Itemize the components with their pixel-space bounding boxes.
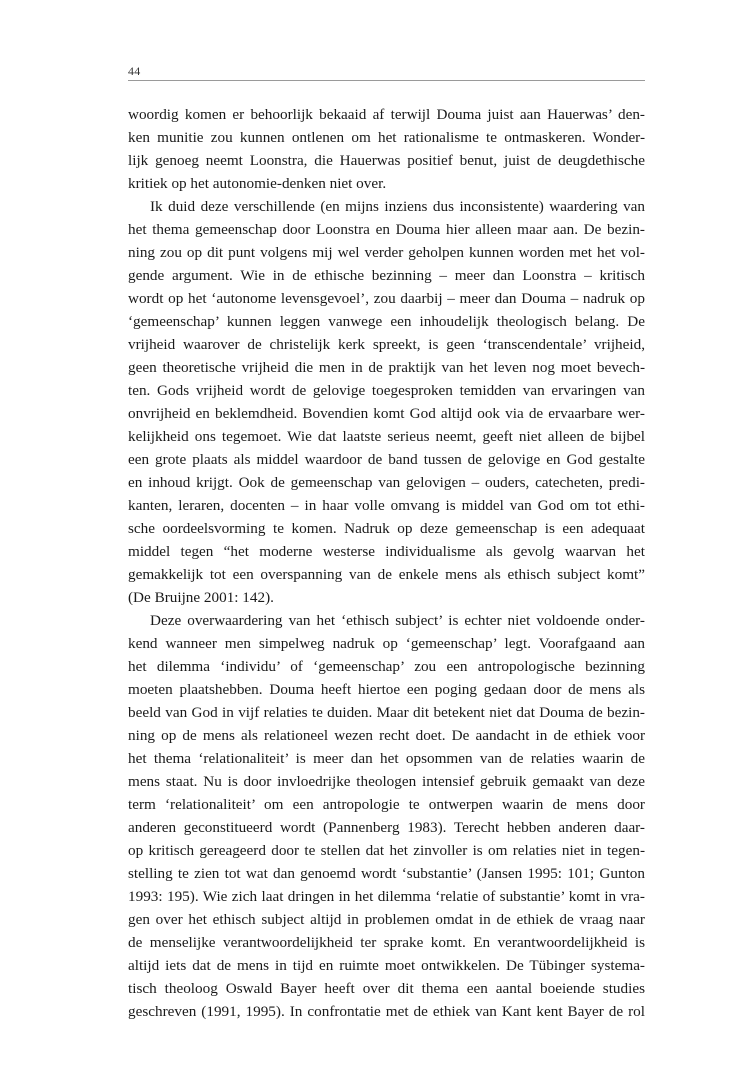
text-line: gende argument. Wie in de ethische bezinning – meer dan Loonstra – kritisch — [128, 267, 645, 284]
header-rule — [128, 80, 645, 81]
text-line: vrijheid waarover de christelijk kerk spreekt, is geen ‘transcendentale’ vrijheid, — [128, 336, 645, 353]
text-line: het dilemma ‘individu’ of ‘gemeenschap’ zou een antropologische bezinning — [128, 658, 645, 675]
text-line: ning zou op dit punt volgens mij wel verder geholpen kunnen worden met het vol- — [128, 244, 645, 261]
text-line: kend wanneer men simpelweg nadruk op ‘gemeenschap’ legt. Voorafgaand aan — [128, 635, 645, 652]
text-line: ken munitie zou kunnen ontlenen om het rationalisme te ontmaskeren. Wonder- — [128, 129, 645, 146]
text-line: ‘gemeenschap’ kunnen leggen vanwege een inhoudelijk theologisch belang. De — [128, 313, 645, 330]
text-line: mens staat. Nu is door invloedrijke theologen intensief gebruik gemaakt van deze — [128, 773, 645, 790]
text-line: Deze overwaardering van het ‘ethisch subject’ is echter niet voldoende onder- — [150, 612, 645, 629]
text-line: sche oordeelsvorming te komen. Nadruk op deze gemeenschap is een adequaat — [128, 520, 645, 537]
text-line: Ik duid deze verschillende (en mijns inziens dus inconsistente) waardering van — [150, 198, 645, 215]
text-line: stelling te zien tot wat dan genoemd wordt ‘substantie’ (Jansen 1995: 101; Gunton — [128, 865, 645, 882]
text-line: woordig komen er behoorlijk bekaaid af terwijl Douma juist aan Hauerwas’ den- — [128, 106, 645, 123]
text-line: wordt op het ‘autonome levensgevoel’, zou daarbij – meer dan Douma – nadruk op — [128, 290, 645, 307]
text-line: een grote plaats als middel waardoor de band tussen de gelovige en God gestalte — [128, 451, 645, 468]
text-line: en inhoud krijgt. Ook de gemeenschap van gelovigen – ouders, catecheten, predi- — [128, 474, 645, 491]
text-line: ten. Gods vrijheid wordt de gelovige toegesproken temidden van ervaringen van — [128, 382, 645, 399]
body-text — [128, 103, 645, 1023]
text-line: lijk genoeg neemt Loonstra, die Hauerwas positief benut, juist de deugdethische — [128, 152, 645, 169]
text-line: moeten plaatshebben. Douma heeft hiertoe een poging gedaan door de mens als — [128, 681, 645, 698]
text-line: op kritisch gereageerd door te stellen dat het zinvoller is om relaties niet in tegen- — [128, 842, 645, 859]
page-number: 44 — [128, 64, 141, 78]
text-line: anderen geconstitueerd wordt (Pannenberg 1983). Terecht hebben anderen daar- — [128, 819, 645, 836]
text-line: kritiek op het autonomie-denken niet over. — [128, 175, 387, 192]
text-line: term ‘relationaliteit’ om een antropologie te ontwerpen waarin de mens door — [128, 796, 645, 813]
text-line: 1993: 195). Wie zich laat dringen in het dilemma ‘relatie of substantie’ komt in vra- — [128, 888, 645, 905]
text-line: geen theoretische vrijheid die men in de praktijk van het leven nog moet bevech- — [128, 359, 645, 376]
text-line: gen over het ethisch subject altijd in problemen omdat in de ethiek de vraag naar — [128, 911, 645, 928]
text-line: gemakkelijk tot een overspanning van de enkele mens als ethisch subject komt” — [128, 566, 645, 583]
text-line: geschreven (1991, 1995). In confrontatie met de ethiek van Kant kent Bayer de rol — [128, 1003, 645, 1020]
text-line: kanten, leraren, docenten – in haar volle omvang is middel van God om tot ethi- — [128, 497, 645, 514]
text-line: het thema gemeenschap door Loonstra en Douma hier alleen maar aan. De bezin- — [128, 221, 645, 238]
text-line: tisch theoloog Oswald Bayer heeft over dit thema een aantal boeiende studies — [128, 980, 645, 997]
text-line: het thema ‘relationaliteit’ is meer dan het opsommen van de relaties waarin de — [128, 750, 645, 767]
text-line: kelijkheid ons tegemoet. Wie dat laatste serieus neemt, geeft niet alleen de bijbel — [128, 428, 645, 445]
text-line: altijd iets dat de mens in tijd en ruimte moet ontwikkelen. De Tübinger systema- — [128, 957, 645, 974]
text-line: beeld van God in vijf relaties te duiden. Maar dit betekent niet dat Douma de bezin- — [128, 704, 645, 721]
text-line: onvrijheid en beklemdheid. Bovendien komt God altijd ook via de ervaarbare wer- — [128, 405, 645, 422]
text-line: middel tegen “het moderne westerse individualisme als gevolg waarvan het — [128, 543, 645, 560]
text-line: de menselijke verantwoordelijkheid ter sprake komt. En verantwoordelijkheid is — [128, 934, 645, 951]
text-line: (De Bruijne 2001: 142). — [128, 589, 274, 606]
text-line: ning op de mens als relationeel wezen recht doet. De aandacht in de ethiek voor — [128, 727, 645, 744]
